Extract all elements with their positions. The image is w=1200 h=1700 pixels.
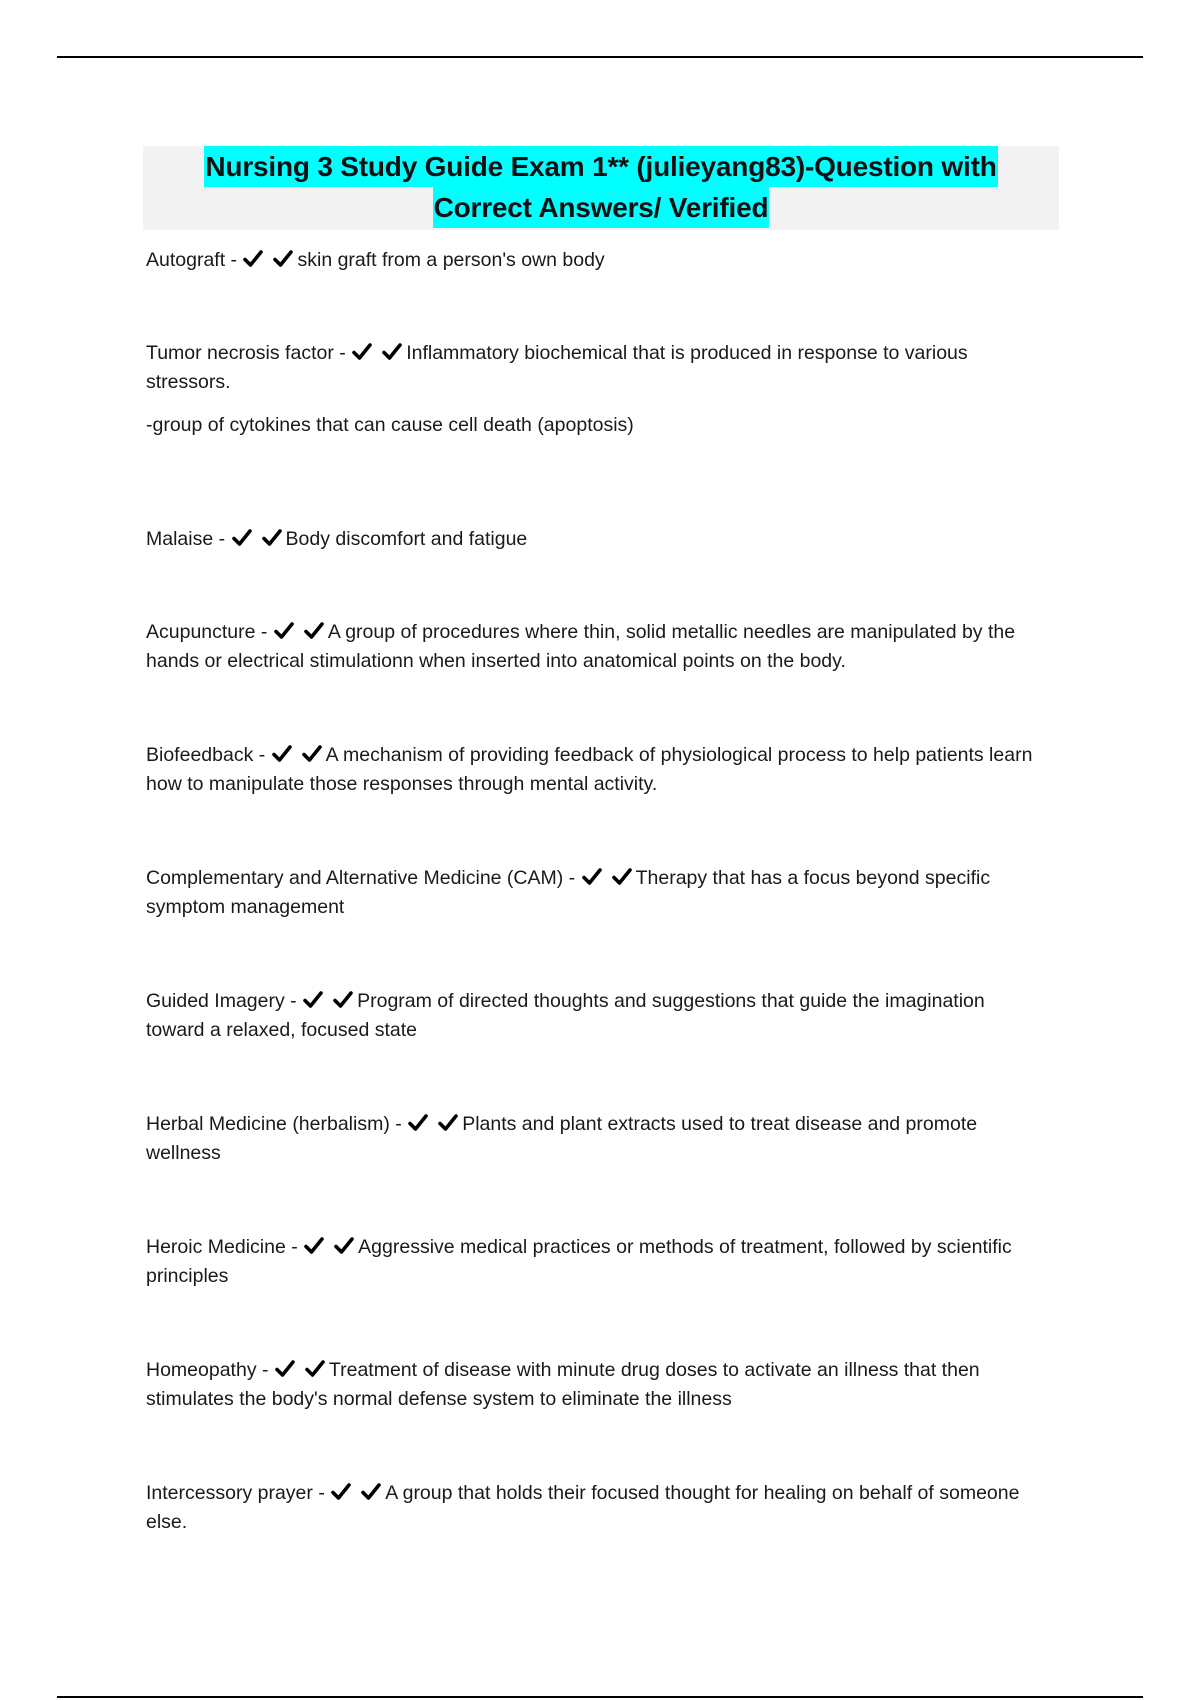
check-mark-icon <box>303 1236 325 1255</box>
entry-separator: - <box>213 528 231 550</box>
entry-separator: - <box>255 621 273 643</box>
entry-line <box>146 339 1046 397</box>
list-item <box>146 1110 1046 1168</box>
entry-separator: - <box>389 1113 408 1135</box>
check-mark-icon <box>303 621 325 640</box>
entry-separator: - <box>284 990 303 1012</box>
list-item <box>146 246 1046 275</box>
entry-separator: - <box>563 867 581 889</box>
entry-line <box>146 1110 1046 1168</box>
check-mark-icon <box>360 1482 382 1501</box>
entry-line <box>146 1233 1046 1291</box>
entry-definition: Treatment of disease with minute drug doses to activate an illness that then stimulates the body's normal defense system to eliminate the illness <box>146 1359 980 1410</box>
check-mark-icon <box>304 1359 326 1378</box>
entry-line <box>146 246 1046 275</box>
entry-term: Biofeedback <box>146 744 254 766</box>
entry-term: Complementary and Alternative Medicine (CAM) <box>146 867 564 889</box>
check-mark-icon <box>302 990 324 1009</box>
check-mark-icon <box>351 342 373 361</box>
list-item <box>146 525 1046 554</box>
check-mark-icon <box>301 744 323 763</box>
check-marks <box>271 744 326 766</box>
entry-term: Tumor necrosis factor <box>146 342 334 364</box>
entry-definition: Plants and plant extracts used to treat disease and promote wellness <box>146 1113 978 1164</box>
top-rule <box>57 56 1143 58</box>
entry-line <box>146 618 1046 676</box>
check-mark-icon <box>407 1113 429 1132</box>
check-marks <box>581 867 636 889</box>
check-marks <box>302 990 357 1012</box>
entry-definition: Program of directed thoughts and suggestions that guide the imagination toward a relaxed, focused state <box>146 990 985 1041</box>
list-item <box>146 1233 1046 1291</box>
check-mark-icon <box>273 621 295 640</box>
entry-line <box>146 525 1046 554</box>
title-line-2: Correct Answers/ Verified <box>433 187 770 228</box>
check-mark-icon <box>242 249 264 268</box>
list-item <box>146 1356 1046 1414</box>
entry-definition: skin graft from a person's own body <box>297 249 605 271</box>
check-marks <box>274 1359 329 1381</box>
entry-separator: - <box>256 1359 274 1381</box>
list-item <box>146 618 1046 676</box>
entry-definition: Body discomfort and fatigue <box>285 528 528 550</box>
entry-definition: A group that holds their focused thought for healing on behalf of someone else. <box>146 1482 1020 1533</box>
check-mark-icon <box>581 867 603 886</box>
list-item <box>146 741 1046 799</box>
entry-separator: - <box>312 1482 331 1504</box>
entry-term: Autograft <box>146 249 226 271</box>
entry-separator: - <box>333 342 352 364</box>
entry-extra-note: -group of cytokines that can cause cell death (apoptosis) <box>146 414 634 436</box>
check-mark-icon <box>330 1482 352 1501</box>
list-item <box>146 864 1046 922</box>
bottom-rule <box>57 1696 1143 1698</box>
entry-line <box>146 1356 1046 1414</box>
check-mark-icon <box>274 1359 296 1378</box>
entry-term: Herbal Medicine (herbalism) <box>146 1113 390 1135</box>
check-marks <box>231 528 286 550</box>
entry-separator: - <box>285 1236 304 1258</box>
check-mark-icon <box>381 342 403 361</box>
check-mark-icon <box>231 528 253 547</box>
check-mark-icon <box>271 744 293 763</box>
entry-separator: - <box>253 744 271 766</box>
entry-line <box>146 987 1046 1045</box>
title-block <box>143 146 1059 230</box>
entry-line <box>146 864 1046 922</box>
check-mark-icon <box>272 249 294 268</box>
check-marks <box>407 1113 462 1135</box>
entry-definition: Inflammatory biochemical that is produced in response to various stressors. <box>146 342 968 393</box>
check-marks <box>351 342 406 364</box>
check-marks <box>303 1236 358 1258</box>
entry-term: Heroic Medicine <box>146 1236 286 1258</box>
entry-definition: Aggressive medical practices or methods of treatment, followed by scientific principles <box>146 1236 1012 1287</box>
check-marks <box>273 621 328 643</box>
entry-line <box>146 1479 1046 1537</box>
check-mark-icon <box>332 990 354 1009</box>
check-mark-icon <box>261 528 283 547</box>
list-item <box>146 987 1046 1045</box>
entry-term: Intercessory prayer <box>146 1482 313 1504</box>
list-item <box>146 339 1046 440</box>
check-marks <box>330 1482 385 1504</box>
entry-definition: Therapy that has a focus beyond specific symptom management <box>146 867 991 918</box>
entry-term: Guided Imagery <box>146 990 285 1012</box>
title-line-1: Nursing 3 Study Guide Exam 1** (julieyang83)-Question with <box>204 146 997 187</box>
check-mark-icon <box>437 1113 459 1132</box>
entry-term: Homeopathy <box>146 1359 257 1381</box>
entry-line <box>146 741 1046 799</box>
check-mark-icon <box>611 867 633 886</box>
check-mark-icon <box>333 1236 355 1255</box>
entry-definition: A group of procedures where thin, solid metallic needles are manipulated by the hands or electrical stimulationn when inserted into anatomical points on the body. <box>146 621 1016 672</box>
entry-term: Acupuncture <box>146 621 256 643</box>
entry-separator: - <box>225 249 243 271</box>
check-marks <box>242 249 297 271</box>
list-item <box>146 1479 1046 1537</box>
entry-definition: A mechanism of providing feedback of physiological process to help patients learn how to manipulate those responses through mental activity. <box>146 744 1033 795</box>
entry-term: Malaise <box>146 528 214 550</box>
